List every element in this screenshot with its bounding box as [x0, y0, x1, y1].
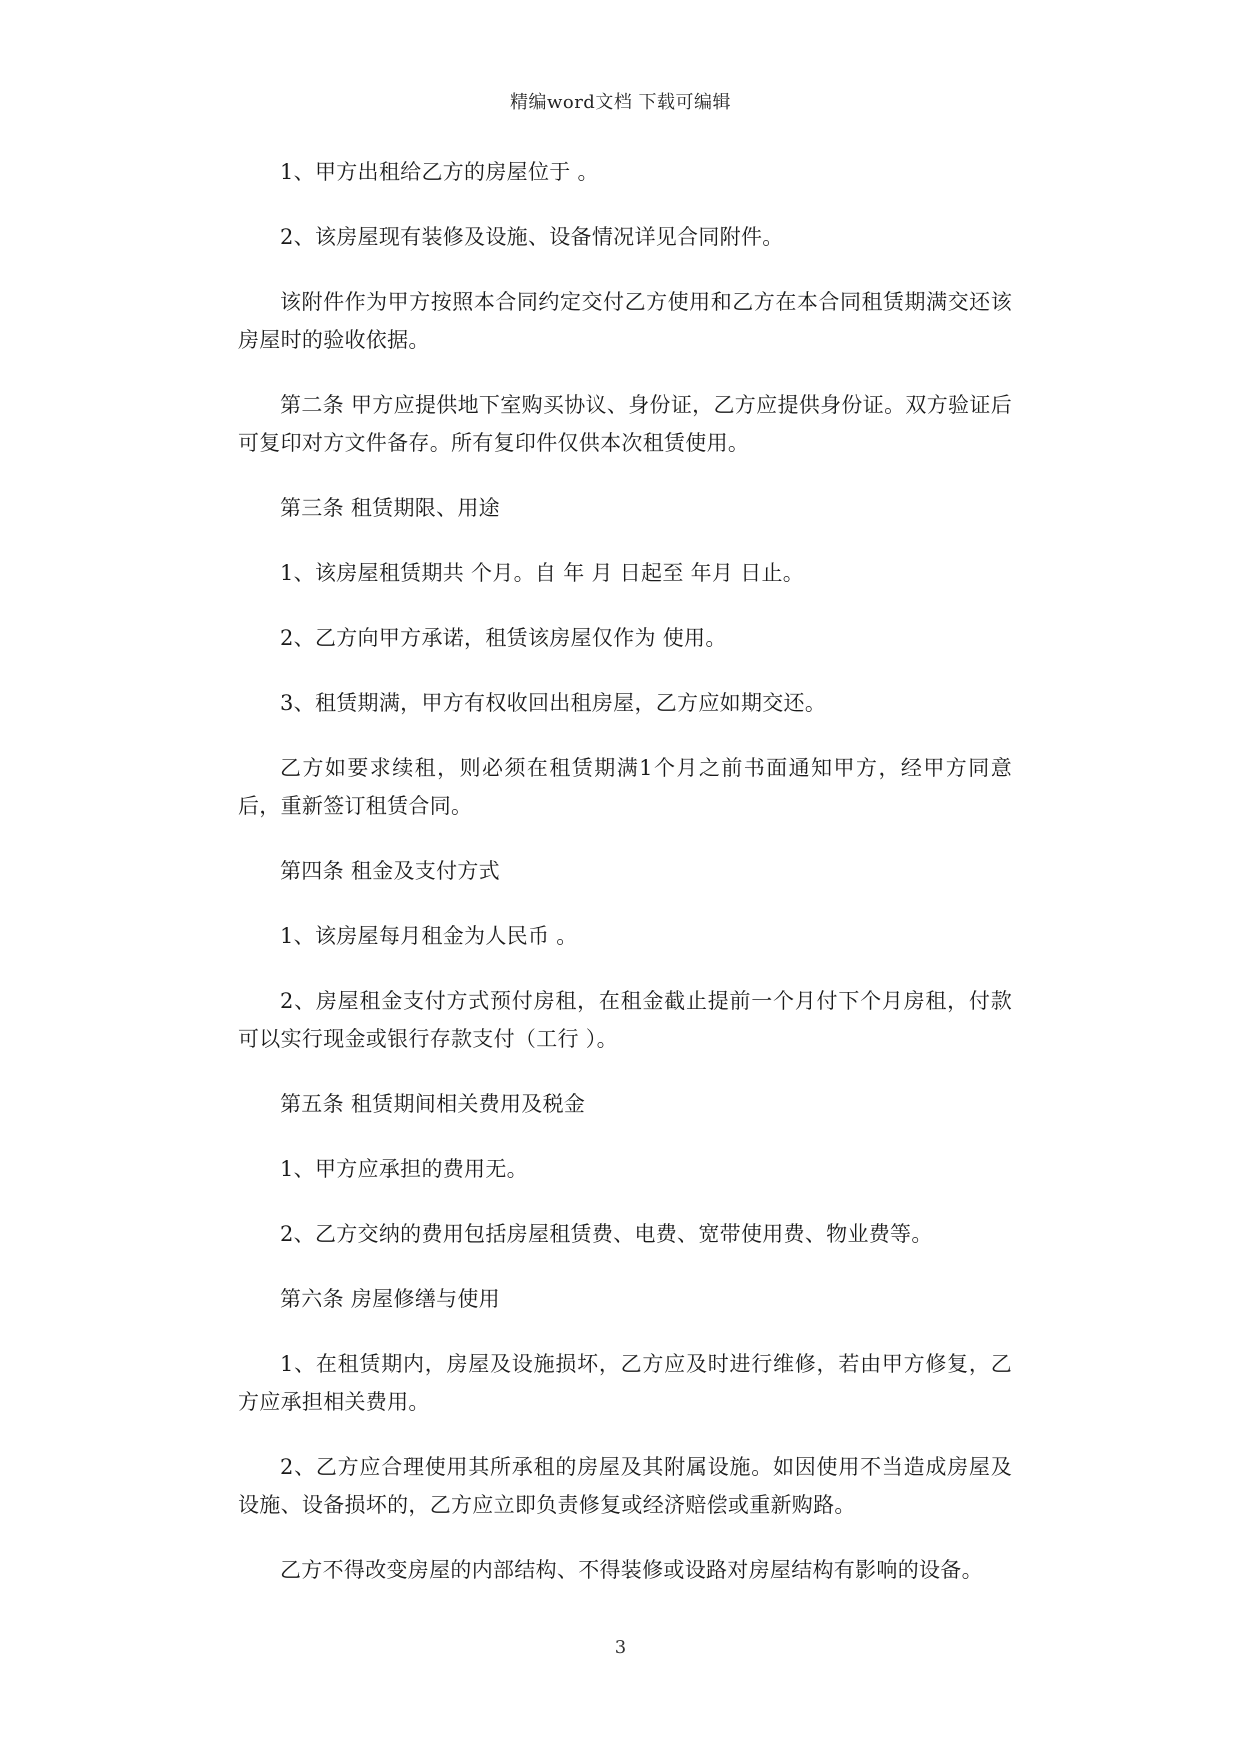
paragraph: 1、甲方出租给乙方的房屋位于 。 [280, 160, 599, 184]
paragraph: 2、乙方交纳的费用包括房屋租赁费、电费、宽带使用费、物业费等。 [280, 1222, 933, 1246]
article-heading-3: 第三条 租赁期限、用途 [280, 496, 500, 520]
paragraph: 该附件作为甲方按照本合同约定交付乙方使用和乙方在本合同租赁期满交还该房屋时的验收依据。 [238, 290, 1012, 352]
page-number: 3 [614, 1637, 627, 1658]
paragraph: 2、该房屋现有装修及设施、设备情况详见合同附件。 [280, 225, 784, 249]
paragraph: 1、甲方应承担的费用无。 [280, 1157, 528, 1181]
paragraph: 2、房屋租金支付方式预付房租，在租金截止提前一个月付下个月房租，付款可以实行现金或银行存款支付（工行 ）。 [238, 989, 1012, 1051]
paragraph: 2、乙方向甲方承诺，租赁该房屋仅作为 使用。 [280, 626, 727, 650]
article-heading-4: 第四条 租金及支付方式 [280, 859, 500, 883]
paragraph: 乙方不得改变房屋的内部结构、不得装修或设路对房屋结构有影响的设备。 [280, 1558, 983, 1582]
paragraph: 1、该房屋租赁期共 个月。自 年 月 日起至 年月 日止。 [280, 561, 805, 585]
document-body [238, 153, 1012, 1616]
article-heading-6: 第六条 房屋修缮与使用 [280, 1287, 500, 1311]
paragraph: 1、该房屋每月租金为人民币 。 [280, 924, 578, 948]
paragraph: 乙方如要求续租，则必须在租赁期满1个月之前书面通知甲方，经甲方同意后，重新签订租赁合同。 [238, 756, 1012, 818]
page-header: 精编word文档 下载可编辑 [509, 92, 732, 113]
paragraph: 3、租赁期满，甲方有权收回出租房屋，乙方应如期交还。 [280, 691, 827, 715]
article-heading-2: 第二条 甲方应提供地下室购买协议、身份证，乙方应提供身份证。双方验证后可复印对方文件备存。所有复印件仅供本次租赁使用。 [238, 393, 1012, 455]
paragraph: 1、在租赁期内，房屋及设施损坏，乙方应及时进行维修，若由甲方修复，乙方应承担相关费用。 [238, 1352, 1012, 1414]
paragraph: 2、乙方应合理使用其所承租的房屋及其附属设施。如因使用不当造成房屋及设施、设备损坏的，乙方应立即负责修复或经济赔偿或重新购路。 [238, 1455, 1012, 1517]
article-heading-5: 第五条 租赁期间相关费用及税金 [280, 1092, 586, 1116]
